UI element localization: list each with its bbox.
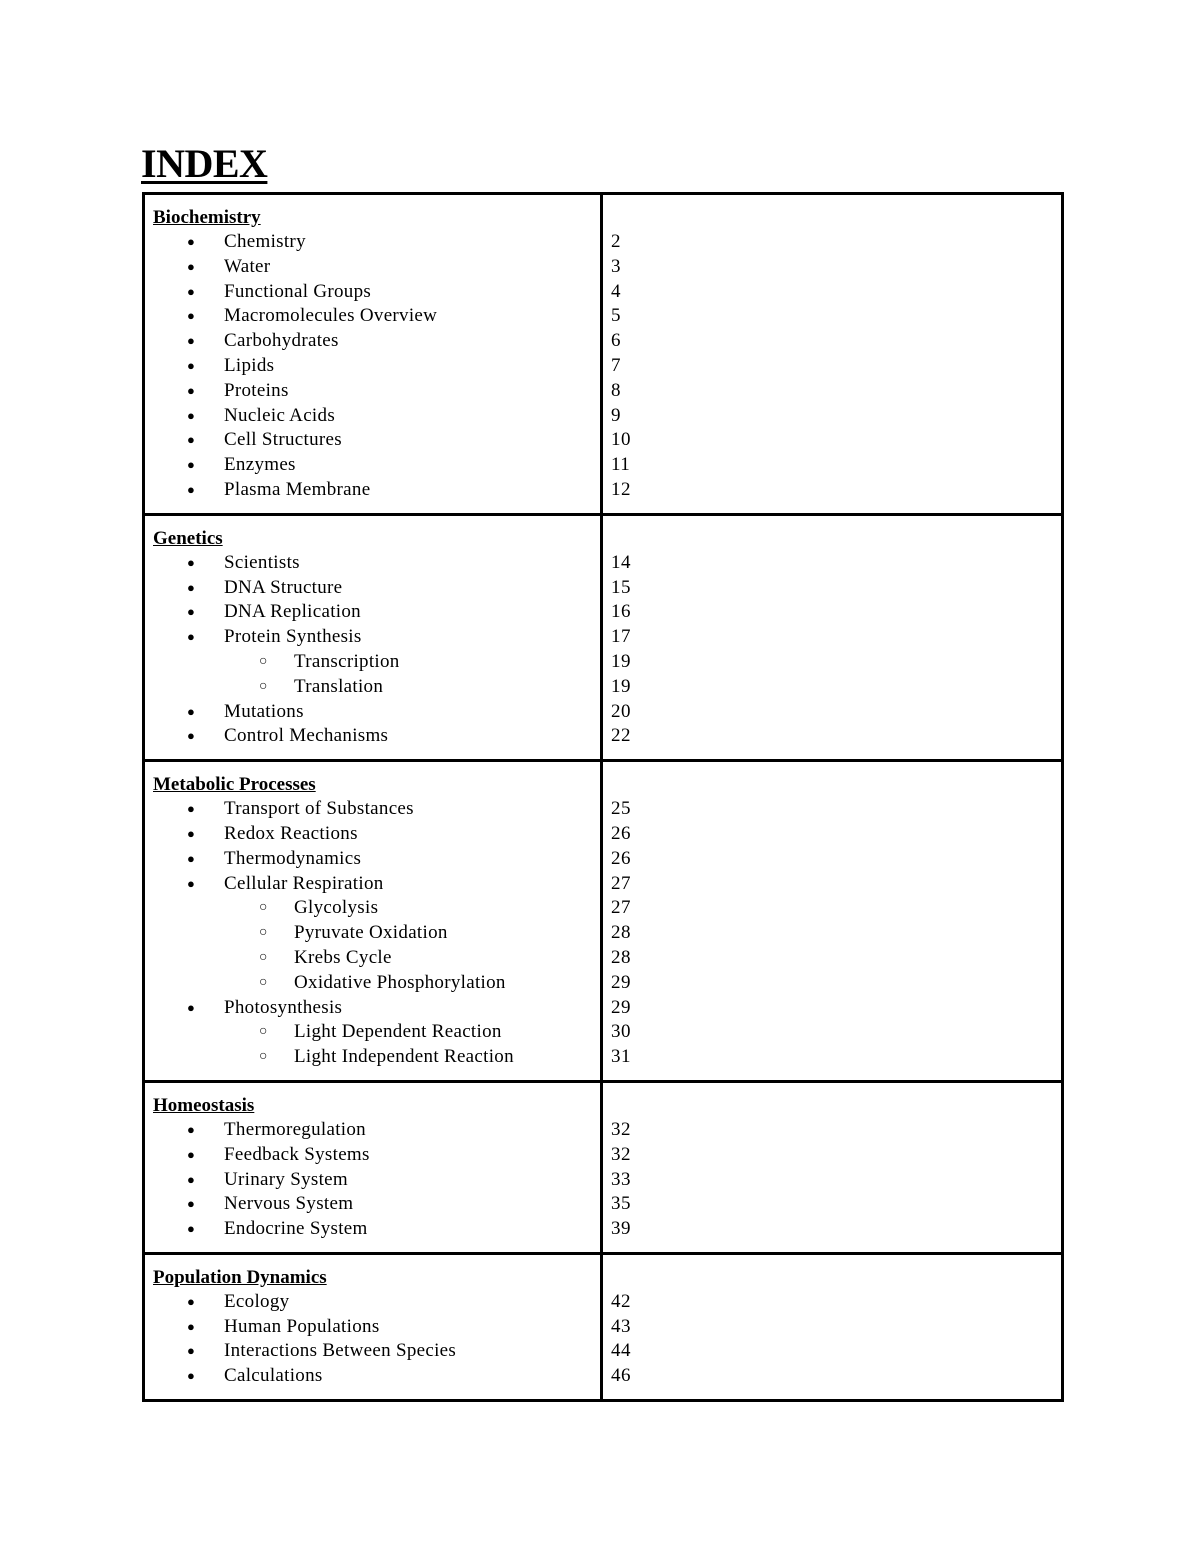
hollow-bullet-icon: ○ <box>259 900 268 916</box>
topic-item <box>153 872 592 897</box>
topic-label: Plasma Membrane <box>224 478 371 500</box>
filled-bullet-icon: ● <box>187 407 196 423</box>
topic-item <box>153 230 592 255</box>
topic-label: Lipids <box>224 354 275 376</box>
page-cell <box>602 761 1063 1082</box>
topic-label: Proteins <box>224 379 289 401</box>
page-cell <box>602 1253 1063 1400</box>
topic-label: Krebs Cycle <box>294 946 392 968</box>
topic-item <box>153 576 592 601</box>
page-number: 14 <box>611 551 631 573</box>
filled-bullet-icon: ● <box>187 457 196 473</box>
topic-cell-content <box>145 516 600 759</box>
topic-label: Calculations <box>224 1365 323 1387</box>
page-number: 29 <box>611 996 631 1018</box>
page-cell-spacer <box>611 527 1053 551</box>
topic-item <box>153 280 592 305</box>
section-row <box>144 1253 1063 1400</box>
topic-item <box>153 896 592 921</box>
filled-bullet-icon: ● <box>187 234 196 249</box>
topic-label: Enzymes <box>224 454 296 476</box>
topic-item <box>153 600 592 625</box>
page-cell <box>602 1081 1063 1253</box>
topic-cell-content <box>145 195 600 513</box>
filled-bullet-icon: ● <box>187 1171 196 1187</box>
topic-label: Chemistry <box>224 231 306 252</box>
topic-item <box>153 453 592 478</box>
topic-cell <box>144 514 602 760</box>
page-number: 19 <box>611 675 631 697</box>
topic-label: Transport of Substances <box>224 798 414 820</box>
filled-bullet-icon: ● <box>187 728 196 744</box>
filled-bullet-icon: ● <box>187 1196 196 1212</box>
page-number: 20 <box>611 700 631 722</box>
topic-item <box>153 551 592 576</box>
filled-bullet-icon: ● <box>187 1318 196 1334</box>
page-number: 30 <box>611 1021 631 1043</box>
page-number: 26 <box>611 822 631 844</box>
page-title: INDEX <box>141 141 268 186</box>
filled-bullet-icon: ● <box>187 629 196 645</box>
filled-bullet-icon: ● <box>187 999 196 1015</box>
page-number: 3 <box>611 255 621 277</box>
topic-item <box>153 1339 592 1364</box>
page-number: 8 <box>611 379 621 401</box>
filled-bullet-icon: ● <box>187 283 196 299</box>
topic-label: Transcription <box>294 650 400 672</box>
topic-item <box>153 996 592 1021</box>
page-number: 2 <box>611 231 621 252</box>
topic-item <box>153 700 592 725</box>
topic-item <box>153 921 592 946</box>
filled-bullet-icon: ● <box>187 1221 196 1237</box>
filled-bullet-icon: ● <box>187 481 196 497</box>
filled-bullet-icon: ● <box>187 1121 196 1137</box>
topic-cell-content <box>145 1083 600 1252</box>
page-number: 46 <box>611 1365 631 1387</box>
page-cell-spacer <box>611 773 1053 797</box>
page-number: 10 <box>611 429 631 451</box>
topic-label: Nervous System <box>224 1193 354 1215</box>
topic-label: Feedback Systems <box>224 1143 370 1165</box>
filled-bullet-icon: ● <box>187 1293 196 1309</box>
page-number: 19 <box>611 650 631 672</box>
topic-item <box>153 946 592 971</box>
filled-bullet-icon: ● <box>187 357 196 373</box>
hollow-bullet-icon: ○ <box>259 678 268 694</box>
topic-label: Pyruvate Oxidation <box>294 922 448 944</box>
section-heading: Metabolic Processes <box>153 774 316 796</box>
topic-item <box>153 1217 592 1242</box>
page-number: 22 <box>611 725 631 747</box>
topic-label: Light Independent Reaction <box>294 1046 514 1068</box>
filled-bullet-icon: ● <box>187 1146 196 1162</box>
section-row <box>144 514 1063 760</box>
topic-cell <box>144 194 602 515</box>
topic-item <box>153 971 592 996</box>
filled-bullet-icon: ● <box>187 850 196 866</box>
topic-item <box>153 724 592 749</box>
topic-label: Control Mechanisms <box>224 725 389 747</box>
page-number: 35 <box>611 1193 631 1215</box>
filled-bullet-icon: ● <box>187 825 196 841</box>
filled-bullet-icon: ● <box>187 1368 196 1384</box>
page-number: 25 <box>611 798 631 820</box>
topic-item <box>153 478 592 503</box>
topic-item <box>153 1192 592 1217</box>
page-cell-content <box>603 762 1061 1080</box>
filled-bullet-icon: ● <box>187 432 196 448</box>
topic-list <box>153 1290 592 1389</box>
topic-item <box>153 1143 592 1168</box>
section-heading: Genetics <box>153 527 223 549</box>
topic-item <box>153 304 592 329</box>
topic-list <box>153 1118 592 1242</box>
topic-label: Thermodynamics <box>224 847 362 869</box>
page-number: 28 <box>611 922 631 944</box>
page-number: 27 <box>611 897 631 919</box>
hollow-bullet-icon: ○ <box>259 949 268 965</box>
topic-item <box>153 675 592 700</box>
page-number: 26 <box>611 847 631 869</box>
topic-item <box>153 404 592 429</box>
topic-label: Translation <box>294 675 384 697</box>
page-number: 12 <box>611 478 631 500</box>
page-number: 43 <box>611 1315 631 1337</box>
topic-label: Functional Groups <box>224 280 372 302</box>
section-row <box>144 194 1063 515</box>
section-row <box>144 761 1063 1082</box>
page-number: 6 <box>611 330 621 352</box>
topic-item <box>153 625 592 650</box>
filled-bullet-icon: ● <box>187 382 196 398</box>
filled-bullet-icon: ● <box>187 604 196 620</box>
hollow-bullet-icon: ○ <box>259 925 268 941</box>
topic-label: Photosynthesis <box>224 996 343 1018</box>
page-number: 4 <box>611 280 621 302</box>
topic-list <box>153 230 592 503</box>
page-number: 11 <box>611 454 631 476</box>
page-number: 27 <box>611 872 631 894</box>
hollow-bullet-icon: ○ <box>259 653 268 669</box>
page-number: 29 <box>611 971 631 993</box>
topic-label: Mutations <box>224 700 304 722</box>
topic-label: DNA Replication <box>224 601 361 623</box>
page-number: 28 <box>611 946 631 968</box>
topic-item <box>153 822 592 847</box>
topic-cell-content <box>145 1255 600 1399</box>
topic-label: Endocrine System <box>224 1218 368 1240</box>
page-number: 33 <box>611 1168 631 1190</box>
topic-item <box>153 1315 592 1340</box>
topic-label: Ecology <box>224 1290 290 1312</box>
page-cell-content <box>603 195 1061 513</box>
topic-label: Light Dependent Reaction <box>294 1021 502 1043</box>
topic-label: Macromolecules Overview <box>224 305 438 327</box>
page-cell-spacer <box>611 206 1053 230</box>
topic-label: Interactions Between Species <box>224 1340 457 1362</box>
topic-list <box>153 797 592 1070</box>
page-number: 5 <box>611 305 621 327</box>
topic-label: Nucleic Acids <box>224 404 336 426</box>
page-cell-content <box>603 1255 1061 1399</box>
topic-list <box>153 551 592 749</box>
page-number: 15 <box>611 576 631 598</box>
page-number: 17 <box>611 626 631 648</box>
page-number: 32 <box>611 1118 631 1140</box>
topic-label: Redox Reactions <box>224 822 358 844</box>
topic-item <box>153 1118 592 1143</box>
topic-label: Urinary System <box>224 1168 348 1190</box>
topic-item <box>153 379 592 404</box>
page-cell-spacer <box>611 1094 1053 1118</box>
page-cell <box>602 514 1063 760</box>
index-table-body <box>144 194 1063 1401</box>
filled-bullet-icon: ● <box>187 333 196 349</box>
topic-label: DNA Structure <box>224 576 343 598</box>
hollow-bullet-icon: ○ <box>259 974 268 990</box>
topic-label: Scientists <box>224 551 300 573</box>
filled-bullet-icon: ● <box>187 308 196 324</box>
page-cell <box>602 194 1063 515</box>
filled-bullet-icon: ● <box>187 875 196 891</box>
topic-label: Glycolysis <box>294 897 379 919</box>
topic-item <box>153 428 592 453</box>
topic-item <box>153 255 592 280</box>
page-number: 7 <box>611 354 621 376</box>
section-heading: Population Dynamics <box>153 1266 327 1288</box>
page-number: 9 <box>611 404 621 426</box>
section-row <box>144 1081 1063 1253</box>
section-heading: Homeostasis <box>153 1094 255 1116</box>
topic-item <box>153 1020 592 1045</box>
topic-label: Oxidative Phosphorylation <box>294 971 506 993</box>
page-cell-spacer <box>611 1266 1053 1290</box>
topic-cell <box>144 761 602 1082</box>
topic-item <box>153 1045 592 1070</box>
topic-label: Cellular Respiration <box>224 872 384 894</box>
filled-bullet-icon: ● <box>187 801 196 817</box>
page-cell-content <box>603 516 1061 759</box>
topic-label: Thermoregulation <box>224 1118 366 1140</box>
topic-item <box>153 847 592 872</box>
page-number: 16 <box>611 601 631 623</box>
topic-cell <box>144 1253 602 1400</box>
topic-item <box>153 1364 592 1389</box>
filled-bullet-icon: ● <box>187 258 196 274</box>
page-number: 42 <box>611 1290 631 1312</box>
topic-item <box>153 329 592 354</box>
page-number: 31 <box>611 1046 631 1068</box>
filled-bullet-icon: ● <box>187 554 196 570</box>
hollow-bullet-icon: ○ <box>259 1024 268 1040</box>
page-number: 39 <box>611 1218 631 1240</box>
topic-cell-content <box>145 762 600 1080</box>
topic-label: Water <box>224 255 271 277</box>
topic-item <box>153 1168 592 1193</box>
topic-label: Protein Synthesis <box>224 626 362 648</box>
page-cell-content <box>603 1083 1061 1252</box>
topic-item <box>153 354 592 379</box>
topic-cell <box>144 1081 602 1253</box>
page-number: 32 <box>611 1143 631 1165</box>
section-heading: Biochemistry <box>153 207 261 228</box>
topic-label: Human Populations <box>224 1315 380 1337</box>
topic-label: Cell Structures <box>224 429 342 451</box>
filled-bullet-icon: ● <box>187 579 196 595</box>
page-number: 44 <box>611 1340 631 1362</box>
index-table <box>142 192 1064 1402</box>
filled-bullet-icon: ● <box>187 703 196 719</box>
topic-item <box>153 1290 592 1315</box>
hollow-bullet-icon: ○ <box>259 1049 268 1065</box>
topic-item <box>153 797 592 822</box>
filled-bullet-icon: ● <box>187 1343 196 1359</box>
topic-label: Carbohydrates <box>224 330 339 352</box>
topic-item <box>153 650 592 675</box>
